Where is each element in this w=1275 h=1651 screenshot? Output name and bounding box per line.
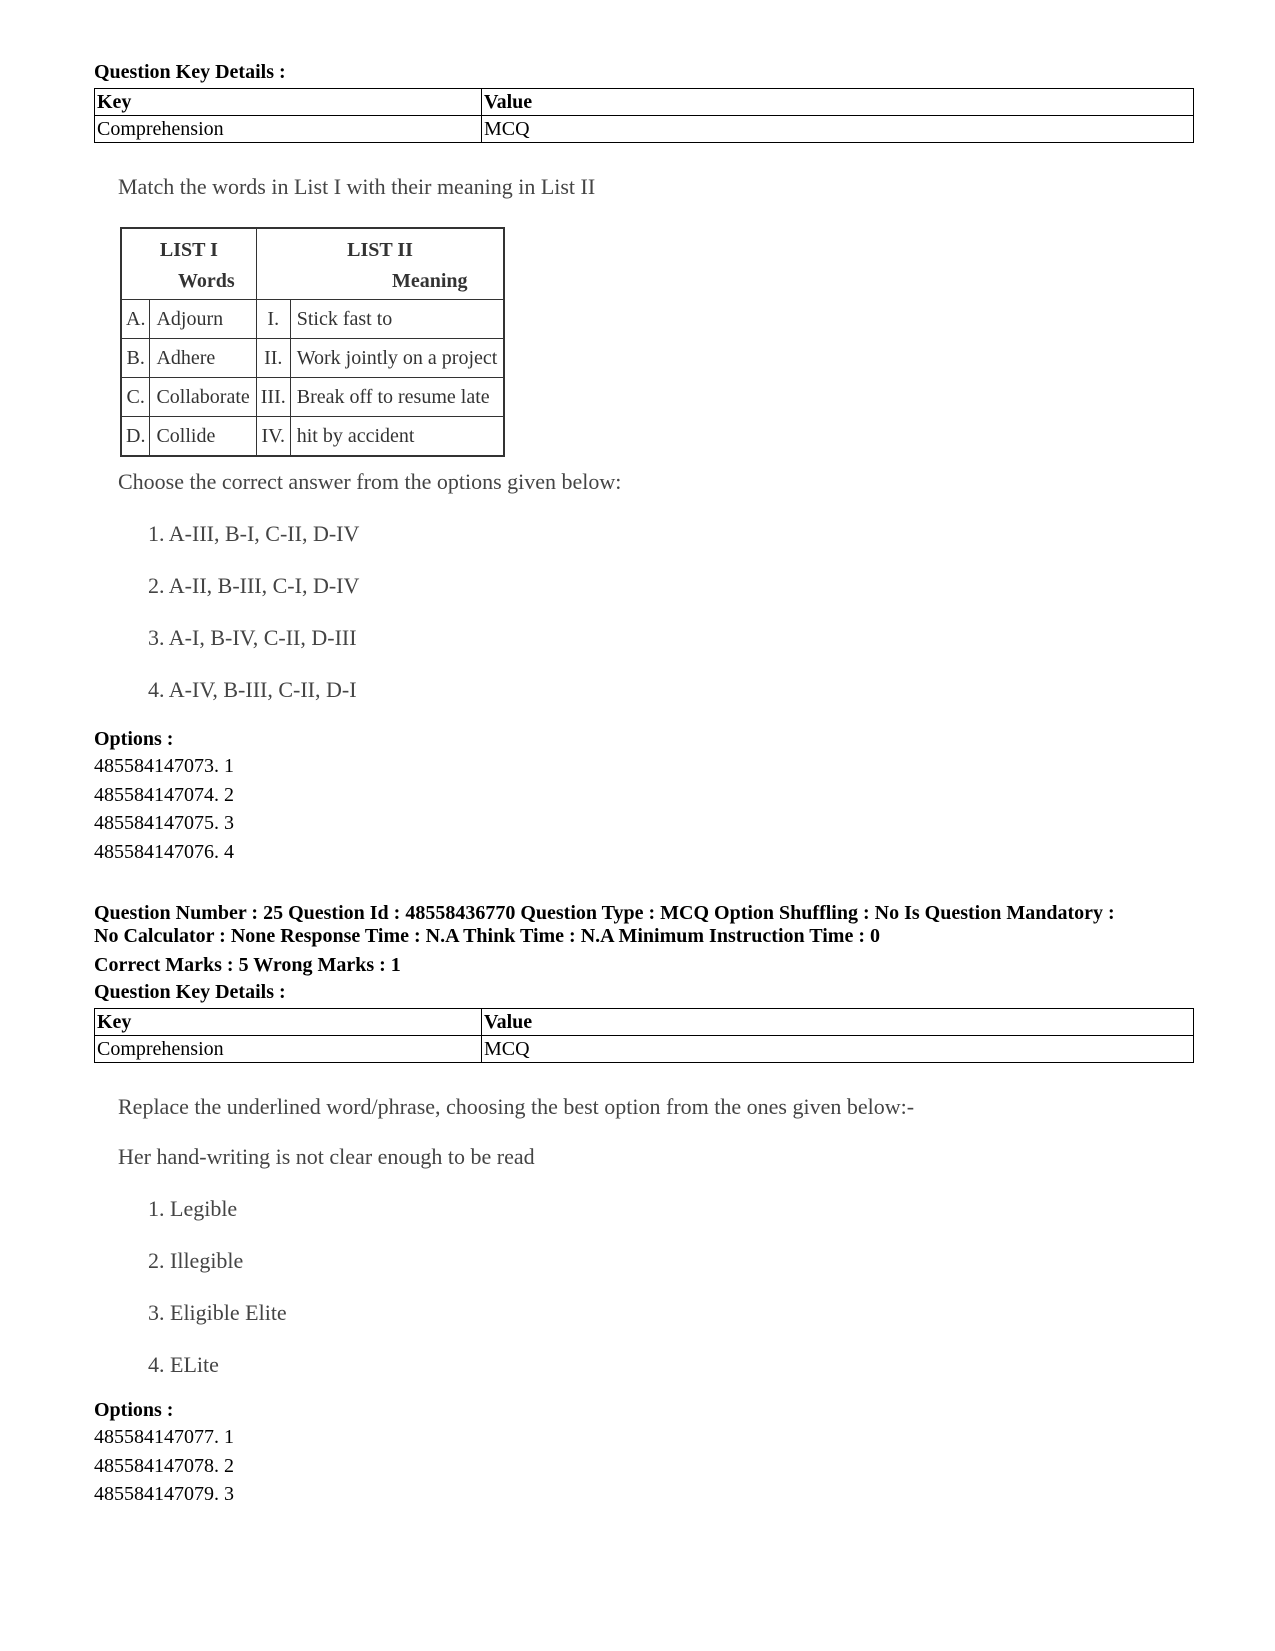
row-numeral: III.	[256, 378, 290, 417]
kv-header-value: Value	[482, 89, 1194, 116]
list1-title: LIST I	[159, 239, 218, 261]
question-meta-line-1: Question Number : 25 Question Id : 48558436770 Question Type : MCQ Option Shuffling : No Is Question Mandatory :	[94, 902, 1115, 924]
options-label: Options :	[94, 728, 174, 750]
marks-line: Correct Marks : 5 Wrong Marks : 1	[94, 954, 401, 976]
kv-cell-key: Comprehension	[95, 1036, 482, 1063]
kv-cell-value: MCQ	[482, 1036, 1194, 1063]
choice-item: 2. Illegible	[148, 1248, 244, 1273]
key-details-table	[94, 1008, 1194, 1063]
option-item: 485584147079. 3	[94, 1483, 234, 1505]
question-intro: Match the words in List I with their meaning in List II	[118, 174, 596, 199]
option-item: 485584147078. 2	[94, 1454, 234, 1477]
row-meaning: hit by accident	[290, 417, 504, 457]
table-row	[95, 89, 1194, 116]
option-item: 485584147074. 2	[94, 783, 234, 806]
row-numeral: I.	[256, 300, 290, 339]
table-row	[121, 417, 504, 457]
key-details-label: Question Key Details :	[94, 981, 286, 1003]
option-item: 485584147076. 4	[94, 840, 234, 863]
kv-cell-value: MCQ	[482, 116, 1194, 143]
row-meaning: Work jointly on a project	[290, 339, 504, 378]
kv-header-value: Value	[482, 1009, 1194, 1036]
table-row	[95, 1036, 1194, 1063]
choice-item: 3. A-I, B-IV, C-II, D-III	[148, 625, 357, 650]
instruction-text: Replace the underlined word/phrase, choosing the best option from the ones given below:-	[118, 1094, 915, 1119]
row-word: Collide	[150, 417, 256, 457]
options-label: Options :	[94, 1399, 174, 1421]
options-list	[94, 1423, 234, 1509]
choice-item: 4. A-IV, B-III, C-II, D-I	[148, 677, 357, 702]
kv-header-key: Key	[95, 1009, 482, 1036]
row-letter: B.	[121, 339, 150, 378]
choice-item: 1. A-III, B-I, C-II, D-IV	[148, 521, 360, 546]
list2-subtitle: Meaning	[392, 270, 468, 292]
table-row	[121, 378, 504, 417]
row-letter: C.	[121, 378, 150, 417]
key-details-label: Question Key Details :	[94, 61, 286, 83]
row-letter: D.	[121, 417, 150, 457]
table-row	[121, 339, 504, 378]
option-item: 485584147073. 1	[94, 755, 234, 777]
question-meta-line-2: No Calculator : None Response Time : N.A Think Time : N.A Minimum Instruction Time : 0	[94, 925, 880, 947]
table-row	[121, 300, 504, 339]
kv-cell-key: Comprehension	[95, 116, 482, 143]
row-word: Collaborate	[150, 378, 256, 417]
row-numeral: IV.	[256, 417, 290, 457]
key-details-table	[94, 88, 1194, 143]
row-word: Adhere	[150, 339, 256, 378]
options-list	[94, 752, 234, 866]
choice-item: 4. ELite	[148, 1352, 219, 1377]
option-item: 485584147077. 1	[94, 1426, 234, 1448]
option-item: 485584147075. 3	[94, 812, 234, 834]
choice-item: 1. Legible	[148, 1196, 238, 1221]
table-row	[95, 116, 1194, 143]
row-meaning: Stick fast to	[290, 300, 504, 339]
table-row	[95, 1009, 1194, 1036]
choose-text: Choose the correct answer from the options given below:	[118, 469, 622, 494]
row-meaning: Break off to resume late	[290, 378, 504, 417]
list1-subtitle: Words	[178, 270, 235, 292]
kv-header-key: Key	[95, 89, 482, 116]
row-letter: A.	[121, 300, 150, 339]
choice-item: 3. Eligible Elite	[148, 1300, 287, 1325]
match-table	[120, 227, 505, 457]
row-word: Adjourn	[150, 300, 256, 339]
row-numeral: II.	[256, 339, 290, 378]
question-sentence: Her hand-writing is not clear enough to be read	[118, 1144, 535, 1169]
list2-title: LIST II	[347, 239, 413, 261]
choice-item: 2. A-II, B-III, C-I, D-IV	[148, 573, 360, 598]
